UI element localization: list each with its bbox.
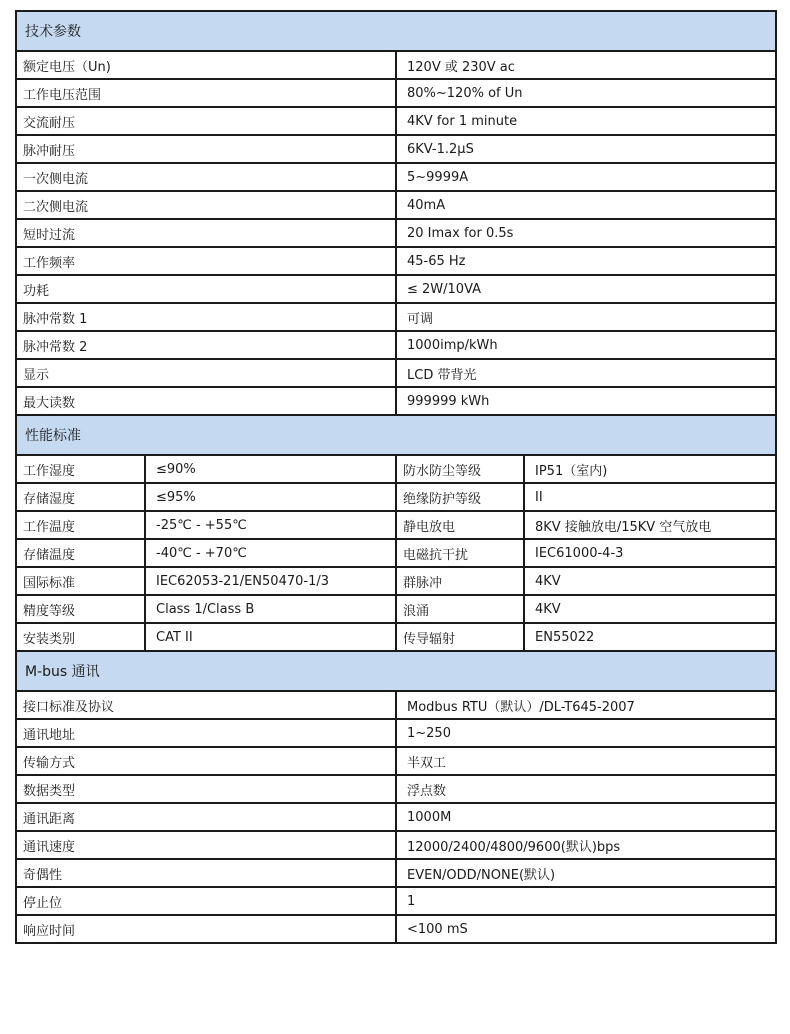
param-value: 1~250 [396, 719, 776, 747]
param-label: 脉冲常数 2 [16, 331, 396, 359]
param-value: IEC61000-4-3 [524, 539, 776, 567]
param-label: 传导辐射 [396, 623, 524, 651]
table-row [16, 219, 776, 247]
param-value: -40℃ - +70℃ [145, 539, 396, 567]
param-label: 一次侧电流 [16, 163, 396, 191]
table-row [16, 775, 776, 803]
param-label: 工作频率 [16, 247, 396, 275]
table-row [16, 623, 776, 651]
table-row [16, 887, 776, 915]
param-label: 额定电压（Un) [16, 51, 396, 79]
param-value: 5~9999A [396, 163, 776, 191]
table-row [16, 107, 776, 135]
param-label: 工作电压范围 [16, 79, 396, 107]
param-value: 可调 [396, 303, 776, 331]
table-row [16, 163, 776, 191]
param-value: ≤90% [145, 455, 396, 483]
table-row [16, 803, 776, 831]
param-label: 数据类型 [16, 775, 396, 803]
param-value: EN55022 [524, 623, 776, 651]
section-title-mbus: M-bus 通讯 [16, 651, 776, 691]
param-value: IP51（室内) [524, 455, 776, 483]
table-row [16, 275, 776, 303]
param-label: 二次侧电流 [16, 191, 396, 219]
param-value: 1000imp/kWh [396, 331, 776, 359]
param-value: 6KV-1.2μS [396, 135, 776, 163]
table-row [16, 303, 776, 331]
param-value: ≤ 2W/10VA [396, 275, 776, 303]
param-label: 绝缘防护等级 [396, 483, 524, 511]
section-header-mbus [16, 651, 776, 691]
param-label: 脉冲常数 1 [16, 303, 396, 331]
table-row [16, 191, 776, 219]
param-value: IEC62053-21/EN50470-1/3 [145, 567, 396, 595]
table-row [16, 511, 776, 539]
param-value: 浮点数 [396, 775, 776, 803]
table-row [16, 719, 776, 747]
param-label: 静电放电 [396, 511, 524, 539]
table-row [16, 79, 776, 107]
param-label: 短时过流 [16, 219, 396, 247]
param-label: 工作温度 [16, 511, 145, 539]
table-row [16, 455, 776, 483]
param-value: 20 Imax for 0.5s [396, 219, 776, 247]
param-value: -25℃ - +55℃ [145, 511, 396, 539]
table-row [16, 135, 776, 163]
table-row [16, 747, 776, 775]
param-value: LCD 带背光 [396, 359, 776, 387]
param-value: <100 mS [396, 915, 776, 943]
param-label: 电磁抗干扰 [396, 539, 524, 567]
param-label: 奇偶性 [16, 859, 396, 887]
section-title-perf: 性能标准 [16, 415, 776, 455]
param-label: 存储湿度 [16, 483, 145, 511]
table-row [16, 595, 776, 623]
table-row [16, 483, 776, 511]
param-value: 80%~120% of Un [396, 79, 776, 107]
param-label: 通讯距离 [16, 803, 396, 831]
table-row [16, 859, 776, 887]
param-value: 1 [396, 887, 776, 915]
param-label: 响应时间 [16, 915, 396, 943]
spec-table [15, 10, 777, 944]
param-label: 工作湿度 [16, 455, 145, 483]
param-label: 存储温度 [16, 539, 145, 567]
param-value: CAT II [145, 623, 396, 651]
param-value: ≤95% [145, 483, 396, 511]
param-label: 浪涌 [396, 595, 524, 623]
param-value: 1000M [396, 803, 776, 831]
param-label: 国际标准 [16, 567, 145, 595]
param-label: 脉冲耐压 [16, 135, 396, 163]
param-label: 防水防尘等级 [396, 455, 524, 483]
table-row [16, 359, 776, 387]
param-value: 45-65 Hz [396, 247, 776, 275]
section-title-tech: 技术参数 [16, 11, 776, 51]
spec-table-body [16, 11, 776, 943]
table-row [16, 247, 776, 275]
param-value: 12000/2400/4800/9600(默认)bps [396, 831, 776, 859]
param-value: 8KV 接触放电/15KV 空气放电 [524, 511, 776, 539]
table-row [16, 331, 776, 359]
section-header-tech [16, 11, 776, 51]
section-header-perf [16, 415, 776, 455]
param-value: EVEN/ODD/NONE(默认) [396, 859, 776, 887]
param-value: 半双工 [396, 747, 776, 775]
param-value: Modbus RTU（默认）/DL-T645-2007 [396, 691, 776, 719]
param-label: 显示 [16, 359, 396, 387]
param-label: 交流耐压 [16, 107, 396, 135]
table-row [16, 567, 776, 595]
param-label: 停止位 [16, 887, 396, 915]
param-value: 4KV for 1 minute [396, 107, 776, 135]
table-row [16, 387, 776, 415]
param-value: 120V 或 230V ac [396, 51, 776, 79]
param-value: Class 1/Class B [145, 595, 396, 623]
param-value: 4KV [524, 567, 776, 595]
param-label: 传输方式 [16, 747, 396, 775]
param-value: 40mA [396, 191, 776, 219]
param-value: 4KV [524, 595, 776, 623]
table-row [16, 831, 776, 859]
param-label: 精度等级 [16, 595, 145, 623]
param-label: 最大读数 [16, 387, 396, 415]
param-label: 功耗 [16, 275, 396, 303]
table-row [16, 51, 776, 79]
table-row [16, 691, 776, 719]
param-label: 群脉冲 [396, 567, 524, 595]
param-label: 安装类别 [16, 623, 145, 651]
param-value: 999999 kWh [396, 387, 776, 415]
param-label: 通讯速度 [16, 831, 396, 859]
table-row [16, 915, 776, 943]
param-label: 接口标准及协议 [16, 691, 396, 719]
param-value: II [524, 483, 776, 511]
param-label: 通讯地址 [16, 719, 396, 747]
table-row [16, 539, 776, 567]
